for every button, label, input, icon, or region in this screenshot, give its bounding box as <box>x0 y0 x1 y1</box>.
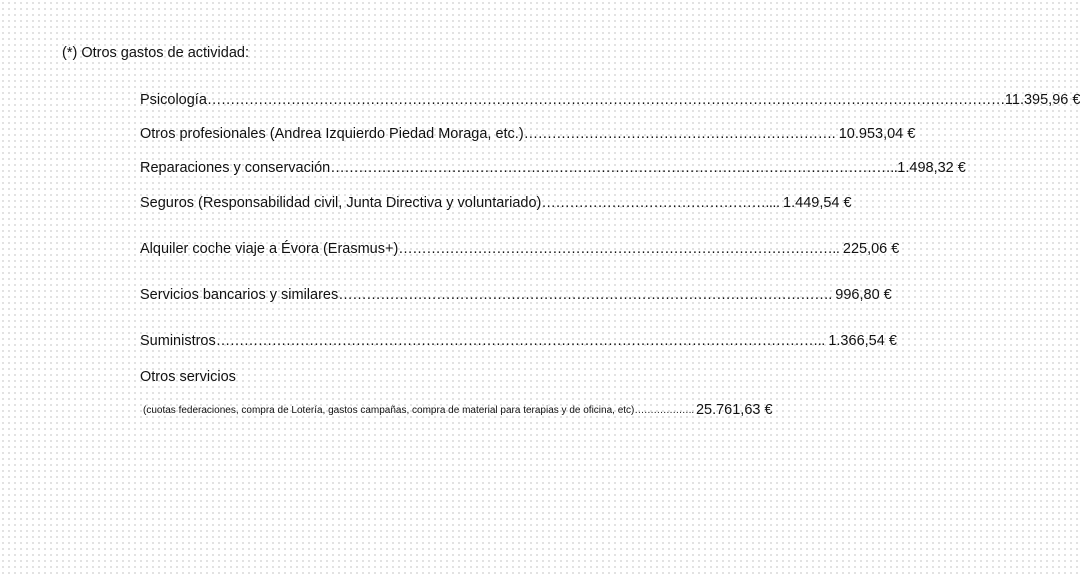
expense-label: Servicios bancarios y similares <box>140 287 339 303</box>
expense-amount: 1.498,32 € <box>897 160 966 176</box>
expense-amount: 10.953,04 € <box>838 126 916 142</box>
expense-label: Psicología <box>140 92 207 108</box>
expense-amount: 11.395,96 € <box>1004 92 1080 108</box>
expense-amount: 225,06 € <box>842 241 900 257</box>
expense-line-psicologia <box>140 91 1080 109</box>
expense-line-seguros <box>140 194 852 212</box>
expense-line-otros-servicios <box>140 368 236 386</box>
dot-leader: ……………………………………………………………………………………………………………………………………………………… <box>206 92 1005 108</box>
expense-amount: 25.761,63 € <box>695 402 773 418</box>
dot-leader: ………………………………………….... <box>541 195 784 211</box>
dot-leader: …………………………………………………………. <box>523 126 839 142</box>
expense-amount: 1.366,54 € <box>828 333 897 349</box>
dot-leader: ……………………………………………………………………………………………. <box>338 287 836 303</box>
expense-label: Suministros <box>140 333 216 349</box>
expense-label: Reparaciones y conservación <box>140 160 331 176</box>
expense-label: Otros servicios <box>140 369 236 385</box>
dot-leader: ………………………………………………………………………………………………………………….. <box>215 333 829 349</box>
expense-amount: 996,80 € <box>835 287 892 303</box>
expense-line-otros-profesionales <box>140 125 915 143</box>
expense-label: Alquiler coche viaje a Évora (Erasmus+) <box>140 241 399 257</box>
expense-line-otros-servicios-detail <box>143 401 773 420</box>
expense-line-alquiler-coche <box>140 240 899 258</box>
dot-leader: ………………………………………………………………………………………………………….. <box>330 160 898 176</box>
expense-line-reparaciones <box>140 159 966 177</box>
expense-note: (cuotas federaciones, compra de Lotería, gastos campañas, compra de material para terapias y de oficina, etc) <box>143 405 635 416</box>
section-heading: (*) Otros gastos de actividad: <box>62 45 249 61</box>
expense-label: Otros profesionales (Andrea Izquierdo Piedad Moraga, etc.) <box>140 126 524 142</box>
expense-amount: 1.449,54 € <box>783 195 852 211</box>
dot-leader: ………………………………………………………………………………….. <box>398 241 843 257</box>
expense-line-suministros <box>140 332 897 350</box>
dot-leader: ………………. <box>634 405 696 416</box>
expense-line-servicios-bancarios <box>140 286 892 304</box>
expense-label: Seguros (Responsabilidad civil, Junta Directiva y voluntariado) <box>140 195 542 211</box>
